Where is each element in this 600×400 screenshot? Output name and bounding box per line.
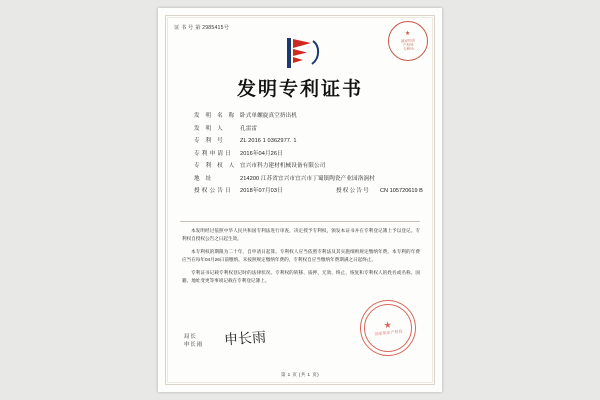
field-value: 2018年07月03日 [240, 188, 283, 194]
top-seal-line1: 国家知识 [400, 37, 416, 43]
seal-star-icon: ★ [404, 30, 411, 37]
body-paragraph-3: 专利证书记载专利权登记时的法律状况。专利权的转移、质押、无效、终止、恢复和专利权人的姓名或名称、国籍、地址变更等事项记载在专利登记簿上。 [182, 269, 420, 284]
field-value: 卧式单螺旋真空挤出机 [240, 113, 297, 119]
field-row-address [194, 174, 424, 182]
top-seal-line3: 专利局 [402, 46, 414, 52]
top-seal-line2: 产权局 [402, 42, 414, 47]
field-value: 2016年04月26日 [240, 150, 283, 157]
field-value: 孔雷雷 [240, 125, 258, 132]
section-divider [180, 221, 420, 222]
body-paragraph-2: 本专利权的期限为二十年，自申请日起算。专利权人应当依照专利法及其实施细则规定缴纳年费。本专利的年费应当在每年04月26日前缴纳。未按照规定缴纳年费的，专利权自应当缴纳年费期满之日起终止。 [182, 248, 420, 263]
field-label: 发 明 人 [194, 125, 225, 132]
field-value: 214200 江苏省宜兴市宜兴市丁蜀镇陶瓷产业园洛涧村 [240, 175, 375, 182]
field-label: 发 明 名 称 [194, 113, 237, 119]
patent-certificate-sheet [158, 8, 442, 392]
field-label: 地 址 [194, 175, 214, 182]
legal-body-text [182, 227, 420, 290]
official-red-seal-icon [357, 297, 419, 359]
body-paragraph-1: 本发明经过依照中华人民共和国专利法进行审查，决定授予专利权，颁发本证书并在专利登记簿上予以登记。专利权自授权公告之日起生效。 [182, 228, 420, 242]
field-label: 专 利 权 人 [194, 163, 237, 169]
page-footer: 第 1 页 (共 1 页) [280, 372, 320, 377]
patent-office-emblem-icon [277, 36, 323, 70]
bottom-seal-text: 国家知识产权局 [374, 328, 403, 337]
field-row-invention-name [194, 111, 424, 119]
certificate-fields [194, 111, 424, 199]
field-label: 授权公告日 [194, 188, 233, 194]
top-right-seal-icon [388, 21, 428, 61]
field-value: 宜兴市科力建材机械设备有限公司 [240, 163, 326, 169]
field-label: 专利申请日 [194, 150, 233, 157]
page-title: 发明专利证书 [236, 78, 363, 100]
certificate-number: 证 书 号 第 2985415号 [174, 25, 230, 31]
field-value: ZL 2016 1 0362977. 1 [240, 138, 297, 144]
field-value-secondary: CN 105720619 B [380, 188, 423, 194]
field-row-grant-announcement [194, 186, 424, 194]
handwritten-signature: 申长雨 [223, 329, 267, 349]
field-row-inventor [194, 124, 424, 132]
field-label-secondary: 授权公告号 [336, 188, 370, 194]
field-row-application-date [194, 149, 424, 157]
field-row-patentee [194, 161, 424, 169]
field-row-patent-number [194, 136, 424, 144]
field-label: 专 利 号 [194, 138, 225, 144]
signatory-title: 局长 申长雨 [184, 333, 204, 349]
seal-star-icon: ★ [383, 319, 393, 331]
